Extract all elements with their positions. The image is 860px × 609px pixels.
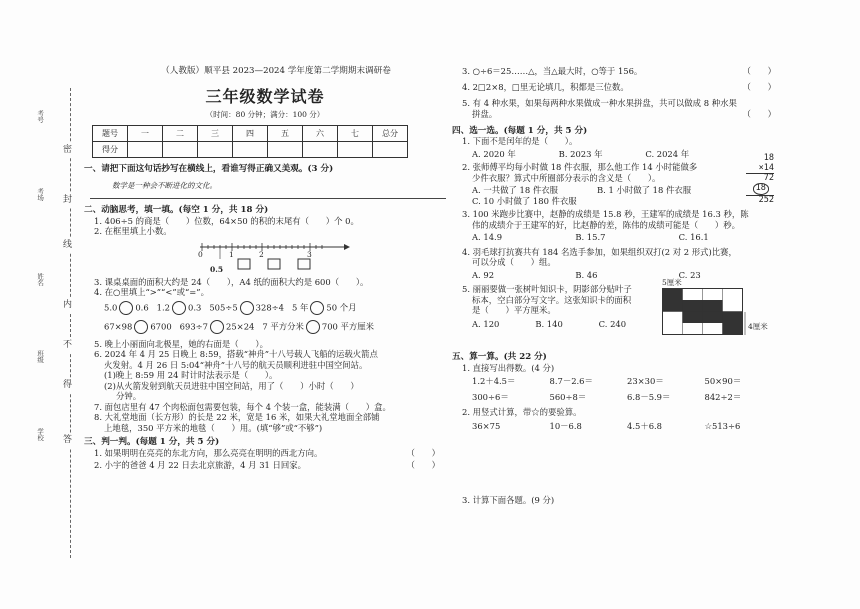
figure-label-right: 4厘米: [748, 322, 768, 332]
binding-field-kaohao: 考号: [36, 110, 45, 123]
right-column: [452, 66, 782, 506]
options-4-5: [472, 319, 662, 330]
score-header: 七: [338, 126, 373, 142]
question-text: 拼盘。: [472, 108, 498, 119]
question-3-5-cont: [472, 109, 782, 121]
vert-line: [746, 183, 774, 194]
score-header: 一: [128, 126, 163, 142]
seal-word: 内: [63, 298, 72, 313]
score-header: 五: [268, 126, 303, 142]
oral-row-1: [472, 376, 782, 387]
question-4-4: 4. 羽毛球打抗赛共有 184 名选手参加，如果组织双打(2 对 2 形式)比赛，: [462, 246, 737, 257]
question-3-2: [94, 460, 446, 472]
score-input-row: [93, 142, 408, 158]
question-5-2: 2. 用竖式计算，带☆的要验算。: [462, 407, 582, 418]
compare-item: 0.3: [187, 302, 202, 313]
score-cell[interactable]: [198, 142, 233, 158]
question-5-3: 3. 计算下面各题。(9 分): [462, 495, 555, 506]
option-c[interactable]: C. 2024 年: [645, 148, 690, 159]
score-cell[interactable]: [303, 142, 338, 158]
score-cell[interactable]: [268, 142, 303, 158]
question-4-2: 2. 张师傅平均每小时做 18 件衣服，那么他工作 14 小时能做多: [462, 162, 698, 173]
vertical-calc-item[interactable]: 36×75: [472, 420, 501, 431]
oral-row-2: [472, 392, 782, 403]
compare-circle[interactable]: [172, 301, 186, 315]
score-cell[interactable]: [338, 142, 373, 158]
question-2-6-2: (2)从火箭发射到航天员进驻中国空间站，用了（ ）小时（ ）: [104, 380, 359, 391]
question-2-7: 7. 面包店里有 47 个肉松面包需要包装，每个 4 个装一盒，能装满（ ）盒。: [94, 401, 391, 412]
compare-item: 700 平方厘米: [321, 321, 375, 332]
score-header: 总分: [373, 126, 408, 142]
compare-item: 50 个月: [326, 302, 357, 313]
answer-paren[interactable]: （ ）: [742, 108, 776, 119]
question-2-6-1: (1)晚上 8:59 用 24 时计时法表示是（ ）。: [104, 370, 278, 381]
number-line-label: 3: [307, 249, 312, 259]
score-header: 二: [163, 126, 198, 142]
score-cell[interactable]: [373, 142, 408, 158]
number-line-label: 0: [198, 249, 203, 259]
motto-text: 数学是一种会不断进化的文化。: [112, 180, 217, 190]
option-b[interactable]: B. 15.7: [575, 232, 606, 243]
seal-word: 不: [63, 338, 72, 353]
compare-item: 67×98: [104, 321, 133, 332]
question-2-4: 4. 在○里填上“>”“<”或“=”。: [94, 287, 209, 298]
question-text: 1. 如果明明在亮亮的东北方向，那么亮亮在明明的西北方向。: [94, 448, 323, 459]
question-2-6: 6. 2024 年 4 月 25 日晚上 8:59，搭载“神舟”十八号载人飞船的运载火箭点: [94, 349, 378, 360]
question-4-4-cont: 可以分成（ ）组。: [472, 257, 556, 268]
answer-paren[interactable]: （ ）: [406, 460, 440, 471]
binding-field-school: 学校: [36, 428, 45, 441]
question-2-6-cont: 火发射。4 月 26 日 5:04“神舟”十八号的航天员顺利进驻中国空间站。: [104, 359, 368, 370]
binding-field-kaochang: 考场: [36, 188, 45, 201]
section-4-title: 四、选一选。(每题 1 分，共 5 分): [452, 125, 588, 136]
section-1-title: 一、请把下面这句话抄写在横线上，看谁写得正确又美观。(3 分): [84, 164, 334, 175]
compare-circle[interactable]: [210, 320, 224, 334]
vertical-calc-item[interactable]: ☆513÷6: [704, 420, 741, 431]
question-2-8: 8. 大礼堂地面（长方形）的长是 22 米，宽是 16 米，如果大礼堂地面全部铺: [94, 412, 380, 423]
figure-label-top: 5厘米: [662, 278, 682, 288]
number-line-label: 0.5: [210, 264, 224, 274]
compare-circle[interactable]: [306, 320, 320, 334]
compare-item: 6700: [150, 321, 172, 332]
binding-margin: [36, 88, 84, 558]
compare-row-1: [104, 301, 446, 315]
score-row-label: 得分: [93, 142, 128, 158]
section-2-title: 二、动脑思考，填一填。(每空 1 分，共 18 分): [84, 205, 269, 216]
options-4-4: [472, 270, 782, 281]
question-4-3-cont: 伟的成绩介于王建军的好，比赵静的差，陈伟的成绩可能是（ ）秒。: [472, 219, 740, 230]
exam-info: （时间：80 分钟；满分：100 分）: [205, 109, 325, 119]
option-c[interactable]: C. 10 小时做了 180 件衣服: [472, 195, 577, 206]
score-header: 三: [198, 126, 233, 142]
number-line-label: 2: [259, 249, 264, 259]
option-c[interactable]: C. 240: [598, 318, 627, 329]
vert-line: 252: [746, 195, 774, 205]
score-cell[interactable]: [233, 142, 268, 158]
score-header: 题号: [93, 126, 128, 142]
vert-line: ×14: [746, 164, 774, 174]
question-text: 2. 小宇的爸爸 4 月 22 日去北京旅游，4 月 31 日回家。: [94, 460, 307, 471]
seal-word: 密: [63, 143, 72, 158]
option-a[interactable]: A. 2020 年: [472, 148, 516, 159]
binding-field-name: 姓名: [36, 273, 45, 286]
seal-word: 得: [63, 378, 72, 393]
question-4-5-block: [452, 278, 782, 346]
options-4-3: [472, 232, 782, 243]
option-b[interactable]: B. 46: [575, 269, 598, 280]
binding-field-class: 班级: [36, 350, 45, 363]
question-3-1: [94, 448, 446, 460]
question-4-1: 1. 下面不是闰年的是（ ）。: [462, 136, 578, 147]
compare-item: 1.2: [156, 302, 170, 313]
answer-paren[interactable]: （ ）: [742, 66, 776, 76]
exam-title: 三年级数学试卷: [205, 86, 325, 106]
oral-item[interactable]: 6.8－5.9＝: [627, 391, 671, 402]
circled-part: 18: [753, 183, 769, 194]
question-3-3: [462, 66, 782, 78]
question-5-1: 1. 直接写出得数。(4 分): [462, 362, 555, 373]
compare-item: 7 平方分米: [262, 321, 304, 332]
vertical-calc-item[interactable]: 4.5＋6.8: [627, 420, 663, 431]
question-text: 4. 2□2×8，□里无论填几，积都是三位数。: [462, 82, 629, 92]
compare-item: 5 年: [292, 302, 309, 313]
seal-word: 答: [63, 433, 72, 448]
question-2-6-2-cont: 分钟。: [116, 391, 142, 402]
left-column: [84, 66, 446, 472]
compare-item: 328÷4: [255, 302, 284, 313]
compare-item: 5.0: [104, 302, 118, 313]
question-3-4: [462, 82, 782, 94]
question-3-5: 5. 有 4 种水果，如果每两种水果做成一种水果拼盘，共可以做成 8 种水果: [462, 98, 737, 108]
number-line-label: 1: [229, 249, 234, 259]
option-a[interactable]: A. 一共做了 18 件衣服: [472, 185, 558, 196]
seal-word: 封: [63, 193, 72, 208]
question-4-5-cont2: 是（ ）平方厘米。: [472, 305, 556, 316]
vertical-calc-row: [472, 421, 782, 432]
section-5-title: 五、算一算。(共 22 分): [452, 352, 547, 363]
options-4-2: [472, 185, 722, 196]
question-2-5: 5. 晚上小丽面向北极星，她的右面是（ ）。: [94, 338, 268, 349]
question-4-5-cont: 标本，空白部分写文字。这张知识卡的面积: [472, 294, 632, 305]
compare-row-2: [104, 320, 446, 334]
option-a[interactable]: A. 120: [472, 318, 500, 329]
vertical-calc-item[interactable]: 10－6.8: [549, 420, 582, 431]
score-table: [92, 125, 408, 158]
option-c[interactable]: C. 16.1: [678, 232, 709, 243]
oral-item[interactable]: 50×90＝: [704, 376, 742, 387]
oral-item[interactable]: 1.2＋4.5＝: [472, 376, 516, 387]
compare-circle[interactable]: [119, 301, 133, 315]
option-a[interactable]: A. 92: [472, 269, 495, 280]
question-2-3: 3. 课桌桌面的面积大约是 24（ ），A4 纸的面积大约是 600（ ）。: [94, 276, 369, 287]
oral-item[interactable]: 300÷6＝: [472, 391, 509, 402]
compare-item: 693÷7: [179, 321, 209, 332]
work-area[interactable]: [452, 431, 782, 495]
option-c[interactable]: C. 23: [678, 269, 701, 280]
knowledge-card-figure: [662, 288, 747, 338]
score-cell[interactable]: [163, 142, 198, 158]
score-header: 六: [303, 126, 338, 142]
question-text: 3. ○÷6＝25……△，当△最大时，○等于 156。: [462, 66, 643, 76]
compare-item: 25×24: [226, 321, 255, 332]
compare-circle[interactable]: [240, 301, 254, 315]
option-b[interactable]: B. 1 小时做了 18 件衣服: [597, 185, 692, 196]
seal-line: [70, 88, 71, 558]
oral-item[interactable]: 560÷8＝: [549, 391, 587, 402]
vert-line: 72: [763, 172, 774, 183]
question-4-3: 3. 100 米跑步比赛中，赵静的成绩是 15.8 秒，王建军的成绩是 16.3 秒，陈: [462, 209, 749, 220]
option-b[interactable]: B. 2023 年: [558, 148, 603, 159]
seal-word: 线: [63, 238, 72, 253]
exam-source: （人教版）顺平县 2023—2024 学年度第二学期期末调研卷: [161, 66, 391, 76]
answer-paren[interactable]: （ ）: [406, 448, 440, 459]
writing-line[interactable]: [90, 198, 446, 199]
option-b[interactable]: B. 140: [535, 318, 563, 329]
score-header: 四: [233, 126, 268, 142]
compare-item: 0.6: [135, 302, 149, 313]
question-4-5: 5. 丽丽要做一张树叶知识卡，阴影部分贴叶子: [462, 284, 632, 295]
score-header-row: [93, 126, 408, 142]
compare-circle[interactable]: [134, 320, 148, 334]
answer-paren[interactable]: （ ）: [742, 82, 776, 92]
question-2-1: 1. 406÷5 的商是（ ）位数，64×50 的积的末尾有（ ）个 0。: [94, 215, 359, 226]
number-line: [194, 237, 344, 277]
oral-item[interactable]: 23×30＝: [627, 376, 664, 387]
compare-circle[interactable]: [310, 301, 324, 315]
oral-item[interactable]: 8.7－2.6＝: [549, 376, 593, 387]
option-a[interactable]: A. 14.9: [472, 232, 503, 243]
options-4-1: [472, 149, 732, 160]
question-4-2-cont: 少件衣服？算式中所圈部分表示的含义是（ ）。: [472, 172, 661, 183]
section-3-title: 三、判一判。(每题 1 分，共 5 分): [84, 437, 220, 448]
compare-item: 505÷5: [209, 302, 238, 313]
vert-line: 18: [763, 153, 774, 164]
vertical-multiplication: [746, 154, 774, 205]
score-cell[interactable]: [128, 142, 163, 158]
question-2-2: 2. 在框里填上小数。: [94, 226, 172, 237]
oral-item[interactable]: 842÷2＝: [704, 391, 742, 402]
question-2-8-cont: 上地毯，350 平方米的地毯（ ）用。(填“够”或“不够”): [104, 422, 323, 433]
